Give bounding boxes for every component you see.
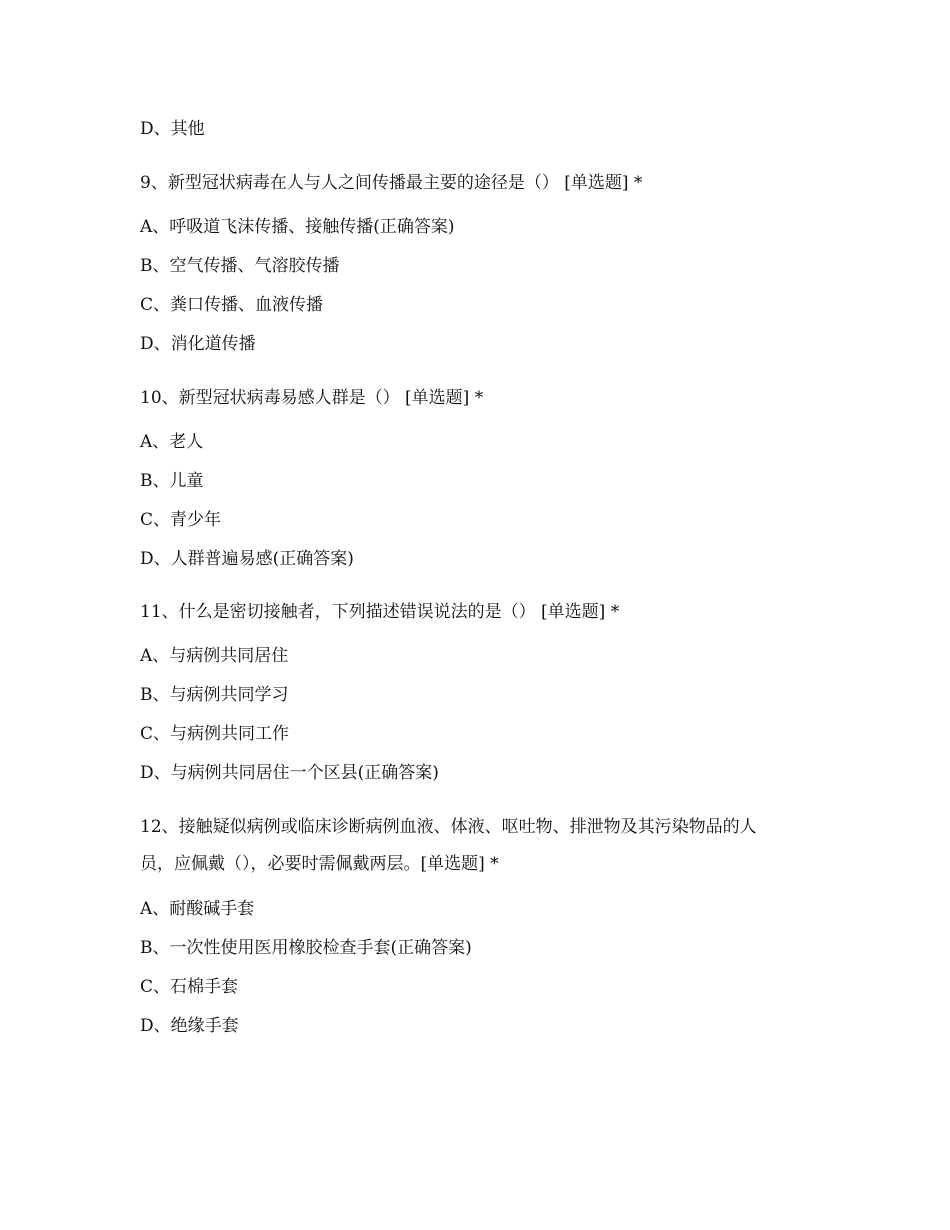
option-text: A、耐酸碱手套 [140,899,255,919]
question-title: 9、新型冠状病毒在人与人之间传播最主要的途径是（） [单选题] * [140,173,643,193]
option-text: A、呼吸道飞沫传播、接触传播(正确答案) [140,217,455,237]
option-text: B、一次性使用医用橡胶检查手套(正确答案) [140,938,472,958]
option-text: B、儿童 [140,471,204,491]
option-text: A、与病例共同居住 [140,646,289,666]
option-text: B、空气传播、气溶胶传播 [140,256,340,276]
option-text: D、人群普遍易感(正确答案) [140,549,354,569]
option-text: A、老人 [140,432,204,452]
option-text: C、与病例共同工作 [140,724,290,744]
question-title-line2: 员，应佩戴（），必要时需佩戴两层。[单选题] * [140,854,499,874]
option-text: D、与病例共同居住一个区县(正确答案) [140,763,439,783]
question-title: 11、什么是密切接触者，下列描述错误说法的是（） [单选题] * [140,602,620,622]
option-text: C、青少年 [140,510,222,530]
option-text: D、消化道传播 [140,334,256,354]
option-text: D、绝缘手套 [140,1016,239,1036]
question-title: 10、新型冠状病毒易感人群是（） [单选题] * [140,388,484,408]
option-text: B、与病例共同学习 [140,685,289,705]
option-text: D、其他 [140,119,205,139]
option-text: C、石棉手套 [140,977,239,997]
option-text: C、粪口传播、血液传播 [140,295,324,315]
question-title-line1: 12、接触疑似病例或临床诊断病例血液、体液、呕吐物、排泄物及其污染物品的人 [140,817,757,837]
